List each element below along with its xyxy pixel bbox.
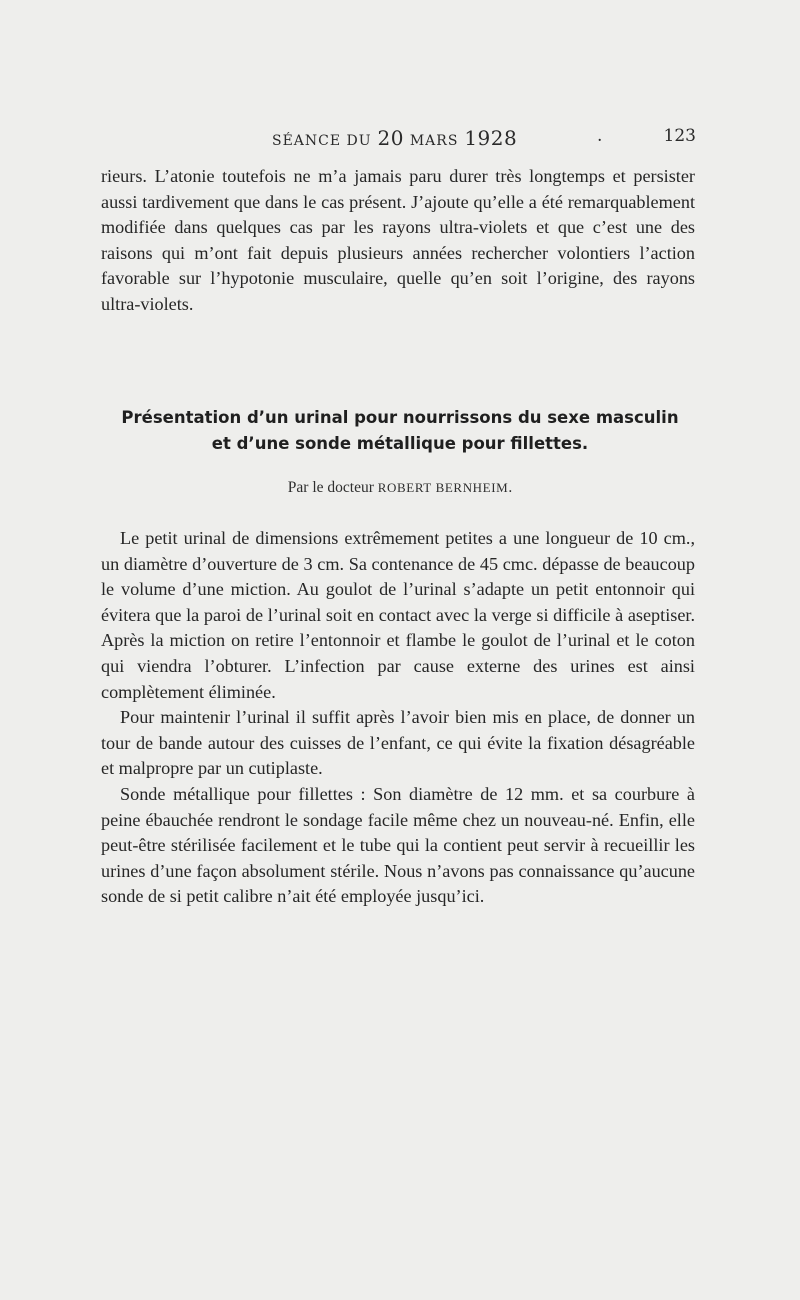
section-title-line-2: et d’une sonde métallique pour fillettes.: [211, 434, 589, 453]
header-year: 1928: [464, 126, 518, 150]
header-dot: .: [597, 126, 603, 146]
body-paragraph-3: Sonde métallique pour fillettes : Son diamètre de 12 mm. et sa courbure à peine ébauchée rendront le sondage facile même chez un nouveau-né. Enfin, elle peut-être stérilisée facilement et le tube qui la contient peut servir à recueillir les urines d’une façon absolument stérile. Nous n’avons pas connaissance qu’aucune sonde de si petit calibre n’ait été employée jusqu’ici.: [101, 783, 695, 907]
author-name: [378, 480, 509, 495]
author-first-name: ROBERT: [377, 480, 432, 495]
section-title-line-1: Présentation d’un urinal pour nourrissons du sexe masculin: [121, 408, 679, 427]
byline-prefix: Par le docteur: [287, 479, 374, 496]
header-day: 20: [377, 126, 404, 150]
body-paragraph-2: Pour maintenir l’urinal il suffit après l’avoir bien mis en place, de donner un tour de bande autour des cuisses de l’enfant, ce qui évite la fixation désagréable et malpropre par un cutiplaste.: [101, 707, 695, 779]
byline: [100, 479, 700, 497]
intro-paragraph: rieurs. L’atonie toutefois ne m’a jamais paru durer très longtemps et persister aussi tardivement que dans le cas présent. J’ajoute qu’elle a été remarquablement modifiée dans quelques cas par les rayons ultra-violets et que c’est une des raisons qui m’ont fait depuis plusieurs années rechercher volontiers l’action favorable sur l’hypotonie musculaire, quelle qu’en soit l’origine, des rayons ultra-violets.: [101, 166, 695, 314]
section-title: [100, 405, 700, 457]
intro-paragraph-block: [101, 164, 695, 318]
header-month: MARS: [409, 133, 459, 149]
byline-suffix: .: [508, 479, 513, 496]
header-title: [272, 126, 517, 150]
body-paragraph-1: Le petit urinal de dimensions extrêmement petites a une longueur de 10 cm., un diamètre d’ouverture de 3 cm. Sa contenance de 45 cmc. dépasse de beaucoup le volume d’une miction. Au goulot de l’urinal s’adapte un petit entonnoir qui évitera que la paroi de l’urinal soit en contact avec la verge si difficile à aseptiser. Après la miction on retire l’entonnoir et flambe le goulot de l’urinal et le coton qui viendra l’obturer. L’infection par cause externe des urines est ainsi complètement éliminée.: [101, 528, 695, 702]
page-number: 123: [663, 126, 696, 146]
running-header: [272, 122, 696, 152]
header-title-prefix: SÉANCE DU: [272, 133, 372, 149]
article-body: [101, 526, 695, 910]
author-last-name: BERNHEIM: [435, 480, 509, 495]
